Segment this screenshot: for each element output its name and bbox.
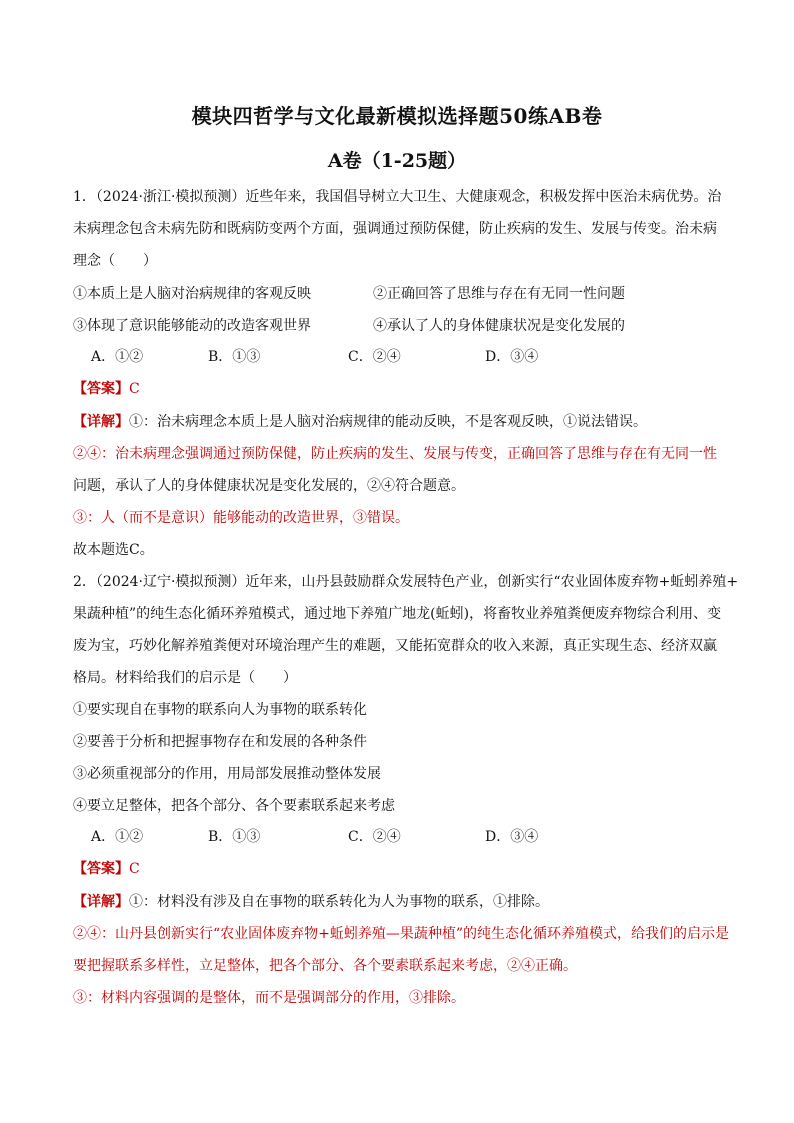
answer-value: C xyxy=(129,861,140,877)
q2-statement-4: ④要立足整体，把各个部分、各个要素联系起来考虑 xyxy=(73,798,395,814)
q1-detail-1 xyxy=(73,411,647,431)
q2-statement-3: ③必须重视部分的作用，用局部发展推动整体发展 xyxy=(73,766,381,782)
q1-statement-1: ①本质上是人脑对治病规律的客观反映 xyxy=(73,286,311,302)
q1-statement-3: ③体现了意识能够能动的改造客观世界 xyxy=(73,318,311,334)
q1-stem-line-3: 理念（ ） xyxy=(73,253,157,269)
q2-stem-line-2: 果蔬种植”的纯生态化循环养殖模式，通过地下养殖广地龙(蚯蚓)，将畜牧业养殖粪便废弃物综合利用、变 xyxy=(73,606,722,622)
answer-value: C xyxy=(129,381,140,397)
q1-stem-line-1: 1．（2024·浙江·模拟预测）近些年来，我国倡导树立大卫生、大健康观念，积极发挥中医治未病优势。治 xyxy=(73,189,722,205)
page-title: 模块四哲学与文化最新模拟选择题50练AB卷 xyxy=(191,104,603,128)
q1-answer xyxy=(73,378,140,398)
q2-option-b: B．①③ xyxy=(208,829,261,845)
q1-option-d: D．③④ xyxy=(485,349,539,365)
q1-stem-line-2: 未病理念包含未病先防和既病防变两个方面，强调通过预防保健，防止疾病的发生、发展与传变。治未病 xyxy=(73,221,717,237)
detail-tag: 【详解】 xyxy=(73,894,129,910)
q2-statement-2: ②要善于分析和把握事物存在和发展的各种条件 xyxy=(73,734,367,750)
q2-stem-line-4: 格局。材料给我们的启示是（ ） xyxy=(73,670,297,686)
detail-tag: 【详解】 xyxy=(73,414,129,430)
q2-option-a: A．①② xyxy=(91,829,144,845)
q2-detail-1 xyxy=(73,891,549,911)
detail-text: ①：材料没有涉及自在事物的联系转化为人为事物的联系，①排除。 xyxy=(129,894,549,910)
q1-detail-2-line-1: ②④：治未病理念强调通过预防保健，防止疾病的发生、发展与传变，正确回答了思维与存在有无同一性 xyxy=(73,446,717,462)
answer-tag: 【答案】 xyxy=(73,381,129,397)
q2-detail-3: ③：材料内容强调的是整体，而不是强调部分的作用，③排除。 xyxy=(73,990,465,1006)
q1-statement-4: ④承认了人的身体健康状况是变化发展的 xyxy=(373,318,625,334)
q1-detail-3: ③：人（而不是意识）能够能动的改造世界，③错误。 xyxy=(73,510,409,526)
q2-option-c: C．②④ xyxy=(348,829,401,845)
q2-option-d: D．③④ xyxy=(485,829,539,845)
q1-option-c: C．②④ xyxy=(348,349,401,365)
q2-detail-2-line-1: ②④：山丹县创新实行“农业固体废弃物+蚯蚓养殖—果蔬种植”的纯生态化循环养殖模式，给我们的启示是 xyxy=(73,926,730,942)
answer-tag: 【答案】 xyxy=(73,861,129,877)
q1-option-b: B．①③ xyxy=(208,349,261,365)
section-subtitle: A卷（1-25题） xyxy=(327,150,467,172)
q1-conclusion: 故本题选C。 xyxy=(73,542,154,558)
q2-stem-line-3: 废为宝，巧妙化解养殖粪便对环境治理产生的难题，又能拓宽群众的收入来源，真正实现生态、经济双赢 xyxy=(73,638,717,654)
q2-answer xyxy=(73,858,140,878)
q2-detail-2-line-2: 要把握联系多样性，立足整体，把各个部分、各个要素联系起来考虑，②④正确。 xyxy=(73,958,577,974)
q1-option-a: A．①② xyxy=(91,349,144,365)
q1-statement-2: ②正确回答了思维与存在有无同一性问题 xyxy=(373,286,625,302)
q2-stem-line-1: 2．（2024·辽宁·模拟预测）近年来，山丹县鼓励群众发展特色产业，创新实行“农业固体废弃物+蚯蚓养殖+ xyxy=(73,574,739,590)
q1-detail-2-line-2: 问题，承认了人的身体健康状况是变化发展的，②④符合题意。 xyxy=(73,478,465,494)
q2-statement-1: ①要实现自在事物的联系向人为事物的联系转化 xyxy=(73,702,367,718)
detail-text: ①：治未病理念本质上是人脑对治病规律的能动反映，不是客观反映，①说法错误。 xyxy=(129,414,647,430)
